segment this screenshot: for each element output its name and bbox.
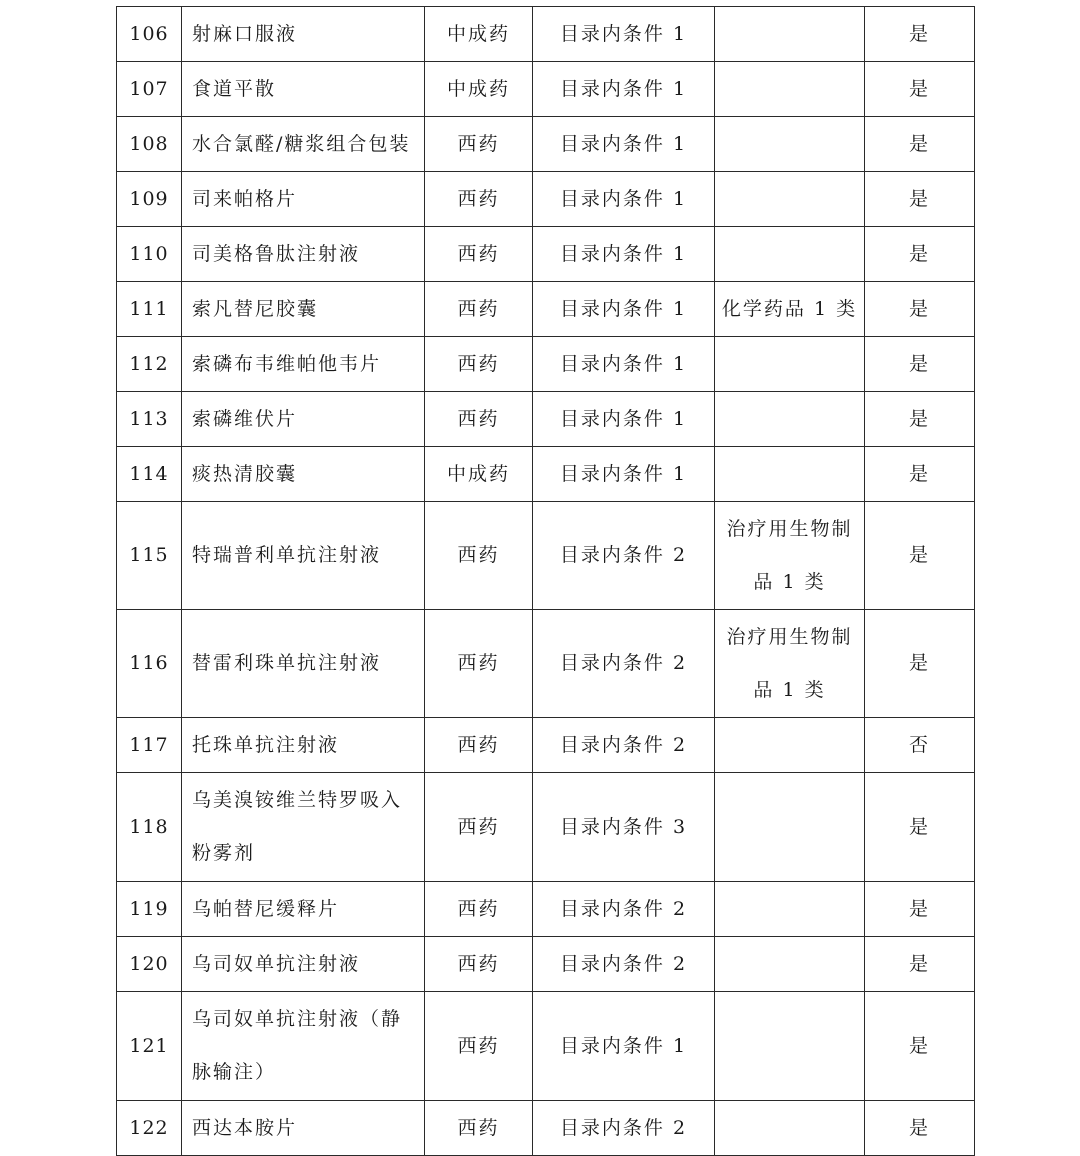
drug-name: 射麻口服液 [182,7,425,62]
drug-category-note [715,337,865,392]
status-flag: 是 [865,7,975,62]
status-flag: 是 [865,992,975,1101]
status-flag: 是 [865,392,975,447]
row-number: 114 [117,447,182,502]
row-number: 106 [117,7,182,62]
drug-name: 乌美溴铵维兰特罗吸入粉雾剂 [182,773,425,882]
status-flag: 是 [865,337,975,392]
drug-category-note [715,447,865,502]
reimbursement-condition: 目录内条件 3 [533,773,715,882]
drug-name: 食道平散 [182,62,425,117]
row-number: 120 [117,937,182,992]
drug-category-note: 治疗用生物制品 1 类 [715,502,865,610]
drug-name: 痰热清胶囊 [182,447,425,502]
table-row [117,117,975,172]
table-row [117,718,975,773]
drug-name: 西达本胺片 [182,1101,425,1156]
drug-name: 司来帕格片 [182,172,425,227]
table-row [117,337,975,392]
drug-category-note [715,392,865,447]
reimbursement-condition: 目录内条件 1 [533,992,715,1101]
drug-name: 替雷利珠单抗注射液 [182,610,425,718]
reimbursement-condition: 目录内条件 2 [533,1101,715,1156]
row-number: 108 [117,117,182,172]
drug-name: 特瑞普利单抗注射液 [182,502,425,610]
drug-type: 西药 [425,172,533,227]
status-flag: 是 [865,282,975,337]
drug-name: 索磷布韦维帕他韦片 [182,337,425,392]
row-number: 109 [117,172,182,227]
status-flag: 是 [865,1101,975,1156]
row-number: 118 [117,773,182,882]
status-flag: 是 [865,117,975,172]
reimbursement-condition: 目录内条件 2 [533,718,715,773]
reimbursement-condition: 目录内条件 2 [533,882,715,937]
row-number: 107 [117,62,182,117]
drug-category-note [715,937,865,992]
drug-type: 西药 [425,937,533,992]
drug-category-note: 治疗用生物制品 1 类 [715,610,865,718]
drug-type: 西药 [425,992,533,1101]
drug-type: 西药 [425,117,533,172]
drug-type: 西药 [425,282,533,337]
drug-category-note: 化学药品 1 类 [715,282,865,337]
drug-category-note [715,172,865,227]
table-body [117,7,975,1156]
row-number: 111 [117,282,182,337]
table-row [117,62,975,117]
drug-category-note [715,7,865,62]
reimbursement-condition: 目录内条件 1 [533,7,715,62]
reimbursement-condition: 目录内条件 1 [533,392,715,447]
status-flag: 否 [865,718,975,773]
table-row [117,502,975,610]
drug-type: 西药 [425,227,533,282]
reimbursement-condition: 目录内条件 1 [533,337,715,392]
reimbursement-condition: 目录内条件 2 [533,610,715,718]
drug-name: 索凡替尼胶囊 [182,282,425,337]
table-row [117,172,975,227]
drug-category-note [715,718,865,773]
table-row [117,937,975,992]
drug-name: 托珠单抗注射液 [182,718,425,773]
table-row [117,610,975,718]
reimbursement-condition: 目录内条件 2 [533,937,715,992]
status-flag: 是 [865,502,975,610]
table-row [117,1101,975,1156]
drug-category-note [715,882,865,937]
drug-category-note [715,117,865,172]
table-row [117,882,975,937]
table-row [117,7,975,62]
drug-category-note [715,992,865,1101]
reimbursement-condition: 目录内条件 1 [533,117,715,172]
drug-type: 中成药 [425,7,533,62]
row-number: 122 [117,1101,182,1156]
table-row [117,992,975,1101]
row-number: 117 [117,718,182,773]
status-flag: 是 [865,62,975,117]
table-row [117,392,975,447]
row-number: 121 [117,992,182,1101]
drug-type: 西药 [425,882,533,937]
reimbursement-condition: 目录内条件 2 [533,502,715,610]
drug-category-note [715,773,865,882]
table-row [117,447,975,502]
row-number: 116 [117,610,182,718]
drug-type: 中成药 [425,447,533,502]
drug-type: 西药 [425,392,533,447]
reimbursement-condition: 目录内条件 1 [533,62,715,117]
drug-name: 乌帕替尼缓释片 [182,882,425,937]
drug-name: 乌司奴单抗注射液（静脉输注） [182,992,425,1101]
reimbursement-condition: 目录内条件 1 [533,227,715,282]
drug-type: 中成药 [425,62,533,117]
table-row [117,227,975,282]
drug-name: 乌司奴单抗注射液 [182,937,425,992]
drug-name: 水合氯醛/糖浆组合包装 [182,117,425,172]
drug-category-note [715,1101,865,1156]
drug-type: 西药 [425,718,533,773]
status-flag: 是 [865,447,975,502]
reimbursement-condition: 目录内条件 1 [533,447,715,502]
row-number: 112 [117,337,182,392]
row-number: 113 [117,392,182,447]
table-row [117,773,975,882]
drug-category-note [715,227,865,282]
status-flag: 是 [865,172,975,227]
table-row [117,282,975,337]
reimbursement-condition: 目录内条件 1 [533,282,715,337]
drug-type: 西药 [425,502,533,610]
reimbursement-condition: 目录内条件 1 [533,172,715,227]
status-flag: 是 [865,610,975,718]
drug-type: 西药 [425,610,533,718]
status-flag: 是 [865,227,975,282]
drug-type: 西药 [425,773,533,882]
status-flag: 是 [865,937,975,992]
status-flag: 是 [865,773,975,882]
status-flag: 是 [865,882,975,937]
drug-list-table [116,6,975,1156]
drug-type: 西药 [425,337,533,392]
drug-category-note [715,62,865,117]
drug-name: 司美格鲁肽注射液 [182,227,425,282]
row-number: 110 [117,227,182,282]
row-number: 119 [117,882,182,937]
drug-name: 索磷维伏片 [182,392,425,447]
drug-type: 西药 [425,1101,533,1156]
row-number: 115 [117,502,182,610]
